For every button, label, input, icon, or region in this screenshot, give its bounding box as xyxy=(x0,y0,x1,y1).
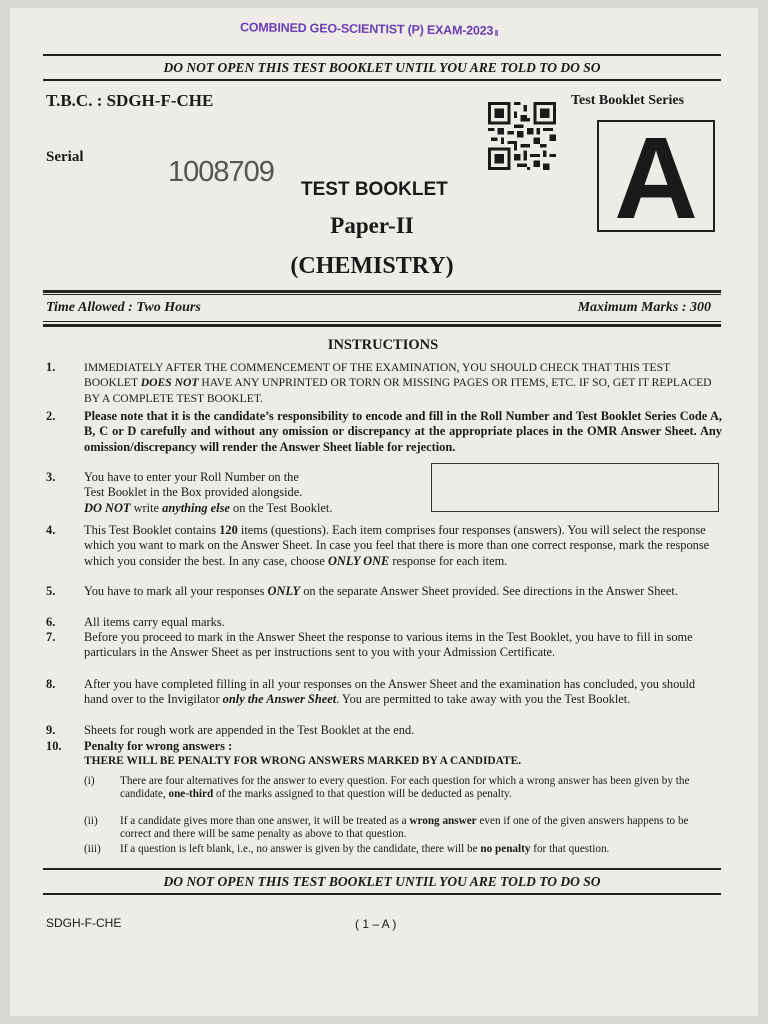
emphasis-run: no penalty xyxy=(480,843,531,855)
penalty-item-3 xyxy=(84,843,720,856)
bottom-banner-rule xyxy=(43,868,721,870)
banner-rule xyxy=(43,79,721,81)
emphasis-run: only the Answer Sheet xyxy=(222,692,337,707)
time-allowed: Time Allowed : Two Hours xyxy=(46,300,201,315)
text-run: There are four alternatives for the answer to every question. For each question for which a wrong answer has been given by the candidate, xyxy=(120,775,690,800)
instruction-text: All items carry equal marks. xyxy=(84,615,225,629)
penalty-number: (iii) xyxy=(84,843,101,855)
instruction-4 xyxy=(46,523,722,569)
text-run: items (questions). Each item comprises four responses (answers). You will select the response which you want to mark on the Answer Sheet. In case you feel that there is more than one correct response, mark the response which you consider the best. In any case, choose xyxy=(84,523,710,568)
instruction-7 xyxy=(46,630,722,661)
instruction-1 xyxy=(46,360,722,406)
emphasis-run: DOES NOT xyxy=(140,376,199,390)
emphasis-run: anything else xyxy=(162,500,230,515)
emphasis-run: 120 xyxy=(219,523,238,537)
series-label: Test Booklet Series xyxy=(571,93,685,108)
qr-code-icon xyxy=(488,102,556,170)
instruction-5 xyxy=(46,584,722,599)
penalty-number: (ii) xyxy=(84,815,98,827)
subject-text: (CHEMISTRY) xyxy=(290,253,454,279)
text-run: on the separate Answer Sheet provided. See directions in the Answer Sheet. xyxy=(300,584,678,598)
instruction-text: Please note that it is the candidate’s responsibility to encode and fill in the Roll Number and Test Booklet Series Code A, B, C or D carefully and without any omission or discrepancy at the appropriate places in the OMR Answer Sheet. Any omission/discrepancy will render the Answer Sheet liable for rejection. xyxy=(84,409,722,454)
header-rule-bottom xyxy=(43,324,721,327)
serial-label: Serial xyxy=(46,149,84,165)
instruction-6 xyxy=(46,615,722,630)
penalty-title: Penalty for wrong answers : xyxy=(84,739,233,753)
instruction-2 xyxy=(46,409,722,455)
paper-title xyxy=(10,213,758,239)
instruction-number: 6. xyxy=(46,615,56,629)
text-run: write xyxy=(130,500,163,515)
stamp-mark xyxy=(495,30,498,36)
serial-number: 1008709 xyxy=(168,156,274,188)
bottom-banner: DO NOT OPEN THIS TEST BOOKLET UNTIL YOU ARE TOLD TO DO SO xyxy=(163,874,601,889)
instruction-text: Before you proceed to mark in the Answer Sheet the response to various items in the Test Booklet, you have to fill in some particulars in the Answer Sheet as per instructions sent to you with your Admission Certificate. xyxy=(84,630,693,660)
instruction-number: 4. xyxy=(46,523,56,537)
penalty-item-1 xyxy=(84,775,720,800)
instruction-text: Sheets for rough work are appended in the Test Booklet at the end. xyxy=(84,723,415,737)
instruction-number: 10. xyxy=(46,739,62,753)
subject-title xyxy=(10,253,758,280)
text-run: If a question is left blank, i.e., no answer is given by the candidate, there will be xyxy=(120,843,481,855)
instruction-10 xyxy=(46,739,722,770)
series-letter: A xyxy=(614,113,698,243)
text-run: If a candidate gives more than one answer, it will be treated as a xyxy=(120,815,410,827)
footer-page-number: ( 1 – A ) xyxy=(355,917,397,931)
instruction-number: 9. xyxy=(46,723,56,737)
maximum-marks: Maximum Marks : 300 xyxy=(577,300,711,315)
penalty-item-2 xyxy=(84,815,720,840)
emphasis-run: ONLY xyxy=(267,584,301,598)
footer-code: SDGH-F-CHE xyxy=(46,916,122,930)
emphasis-run: DO NOT xyxy=(84,500,131,515)
text-run: After you have completed filling in all your responses on the Answer Sheet and the examination has concluded, you should hand over to the Invigilator xyxy=(84,677,696,707)
emphasis-run: wrong answer xyxy=(409,815,477,827)
text-run: on the Test Booklet. xyxy=(229,500,333,515)
instruction-8 xyxy=(46,677,722,708)
tbc-code: T.B.C. : SDGH-F-CHE xyxy=(46,91,214,110)
text-run: . You are permitted to take away with you the Test Booklet. xyxy=(336,692,631,707)
bottom-rule xyxy=(43,893,721,895)
penalty-number: (i) xyxy=(84,775,95,787)
roll-number-box[interactable] xyxy=(431,463,719,512)
top-banner: DO NOT OPEN THIS TEST BOOKLET UNTIL YOU ARE TOLD TO DO SO xyxy=(163,60,601,75)
text-run: IMMEDIATELY AFTER THE COMMENCEMENT OF THE EXAMINATION, YOU SHOULD CHECK THAT THIS TEST BOOKLET xyxy=(84,361,670,390)
booklet-title: TEST BOOKLET xyxy=(301,179,448,200)
emphasis-run: one-third xyxy=(168,787,214,800)
text-run: even if one of the given answers happens to be correct and there will be same penalty as above to that question. xyxy=(120,815,689,840)
text-run: This Test Booklet contains xyxy=(84,523,220,537)
text-run: for that question. xyxy=(530,843,610,855)
header-rule-thin-2 xyxy=(43,321,721,322)
test-booklet-page xyxy=(10,8,758,1016)
text-run: HAVE ANY UNPRINTED OR TORN OR MISSING PAGES OR ITEMS, ETC. IF SO, GET IT REPLACED BY A COMPLETE TEST BOOKLET. xyxy=(84,376,712,405)
text-run: response for each item. xyxy=(389,553,508,568)
instruction-number: 8. xyxy=(46,677,56,691)
instruction-line: You have to enter your Roll Number on the xyxy=(84,470,299,484)
instruction-number: 1. xyxy=(46,360,56,374)
header-rule-top xyxy=(43,290,721,293)
instruction-number: 2. xyxy=(46,409,56,423)
instructions-heading xyxy=(10,337,758,354)
instruction-number: 7. xyxy=(46,630,56,644)
header-rule-thin xyxy=(43,294,721,295)
penalty-caps: THERE WILL BE PENALTY FOR WRONG ANSWERS MARKED BY A CANDIDATE. xyxy=(84,755,522,768)
text-run: of the marks assigned to that question will be deducted as penalty. xyxy=(213,787,512,800)
instruction-number: 3. xyxy=(46,470,56,484)
exam-stamp: COMBINED GEO-SCIENTIST (P) EXAM-2023 xyxy=(239,20,494,38)
instructions-heading-text: INSTRUCTIONS xyxy=(327,337,439,353)
emphasis-run: ONLY ONE xyxy=(327,553,390,568)
top-rule xyxy=(43,54,721,56)
instruction-line: Test Booklet in the Box provided alongside. xyxy=(84,485,303,500)
instruction-number: 5. xyxy=(46,584,56,598)
text-run: You have to mark all your responses xyxy=(84,584,268,598)
paper-text: Paper-II xyxy=(330,213,414,238)
instruction-9 xyxy=(46,723,722,738)
